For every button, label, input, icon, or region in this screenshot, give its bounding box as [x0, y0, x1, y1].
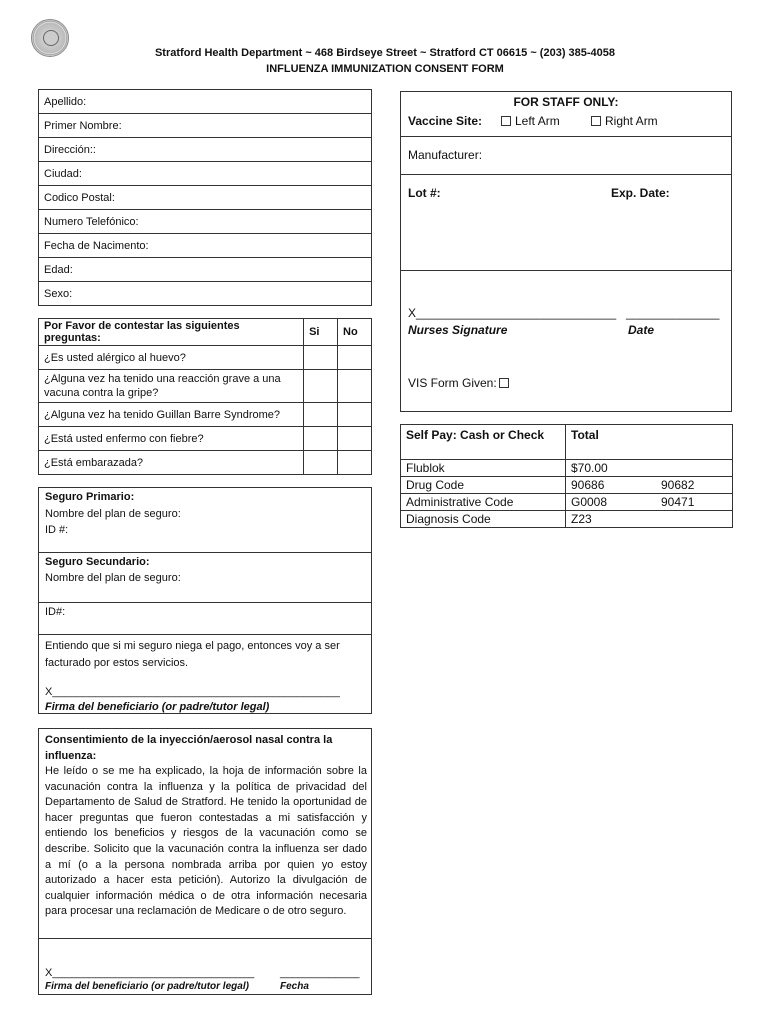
left-arm-option[interactable]	[499, 114, 560, 128]
secondary-plan-label[interactable]: Nombre del plan de seguro:	[45, 572, 181, 584]
question-text: ¿Está embarazada?	[39, 451, 304, 475]
divider	[39, 634, 371, 635]
consent-body: He leído o se me ha explicado, la hoja de información sobre la vacunación contra la influenza y la política de privacidad del Departamento de Salud de Stratford. He tenido la oportunidad de hacer preguntas que fueron contestadas a mi satisfacción y entiendo los beneficios y riesgos de la vacunación como se describe. Solicito que la vacunación contra la influenza ser dado a mí (o a la persona nombrada arriba por quien yo estoy autorizado a hacer esta petición). Autorizo la divulgación de cualquier información médica o de otra información necesaria para procesar una reclamación de Medicare o de otro seguro.	[45, 765, 367, 918]
si-header: Si	[304, 319, 338, 346]
billing-label: Administrative Code	[401, 494, 566, 511]
self-pay-header: Self Pay: Cash or Check	[401, 425, 566, 460]
staff-title: FOR STAFF ONLY:	[513, 95, 619, 109]
left-arm-label: Left Arm	[515, 114, 560, 128]
divider	[401, 136, 731, 137]
divider	[39, 602, 371, 603]
answer-si-cell[interactable]	[304, 403, 338, 427]
table-row	[39, 282, 372, 306]
divider	[39, 938, 371, 939]
nurse-date-line[interactable]: ______________	[626, 306, 720, 320]
billing-value-1: Z23	[566, 511, 657, 528]
table-row	[401, 511, 733, 528]
right-arm-label: Right Arm	[605, 114, 658, 128]
personal-field[interactable]: Edad:	[39, 258, 372, 282]
billing-table	[400, 424, 733, 528]
consent-date-line[interactable]: _____________	[280, 967, 360, 979]
billing-value-1: $70.00	[566, 460, 657, 477]
answer-si-cell[interactable]	[304, 427, 338, 451]
question-text: ¿Es usted alérgico al huevo?	[39, 346, 304, 370]
vaccine-site-label: Vaccine Site:	[408, 114, 483, 128]
staff-only-box	[400, 91, 732, 412]
billing-value-1: G0008	[566, 494, 657, 511]
table-row	[39, 186, 372, 210]
billing-value-2	[656, 511, 733, 528]
table-row	[39, 370, 372, 403]
vis-form-option[interactable]	[408, 376, 513, 390]
vis-form-label: VIS Form Given:	[408, 376, 497, 390]
answer-si-cell[interactable]	[304, 451, 338, 475]
personal-field[interactable]: Fecha de Nacimento:	[39, 234, 372, 258]
primary-plan-label[interactable]: Nombre del plan de seguro:	[45, 508, 181, 520]
table-row	[39, 162, 372, 186]
exp-date-label[interactable]: Exp. Date:	[611, 186, 670, 200]
question-text: ¿Alguna vez ha tenido Guillan Barre Syndrome?	[39, 403, 304, 427]
table-row	[39, 427, 372, 451]
checkbox-icon[interactable]	[499, 378, 509, 388]
table-row	[39, 403, 372, 427]
divider	[401, 270, 731, 271]
consent-title: Consentimiento de la inyección/aerosol nasal contra la influenza:	[45, 734, 333, 762]
billing-label: Flublok	[401, 460, 566, 477]
billing-label: Diagnosis Code	[401, 511, 566, 528]
insurance-signature-label: Firma del beneficiario (or padre/tutor legal)	[45, 701, 270, 713]
table-row	[39, 90, 372, 114]
form-title: INFLUENZA IMMUNIZATION CONSENT FORM	[266, 63, 504, 75]
total-header: Total	[566, 425, 733, 460]
answer-no-cell[interactable]	[338, 370, 372, 403]
no-header: No	[338, 319, 372, 346]
secondary-id-label[interactable]: ID#:	[45, 606, 66, 618]
header-line-1: Stratford Health Department ~ 468 Birdseye Street ~ Stratford CT 06615 ~ (203) 385-4058	[154, 47, 616, 59]
answer-no-cell[interactable]	[338, 346, 372, 370]
table-row	[39, 346, 372, 370]
table-row	[39, 451, 372, 475]
nurse-signature-line[interactable]: X______________________________	[408, 306, 617, 320]
answer-no-cell[interactable]	[338, 403, 372, 427]
table-row	[401, 494, 733, 511]
table-row	[39, 258, 372, 282]
secondary-insurance-title: Seguro Secundario:	[45, 556, 150, 568]
consent-date-label: Fecha	[280, 981, 309, 992]
personal-field[interactable]: Dirección::	[39, 138, 372, 162]
table-row	[39, 114, 372, 138]
right-arm-option[interactable]	[589, 114, 658, 128]
answer-no-cell[interactable]	[338, 427, 372, 451]
question-text: ¿Está usted enfermo con fiebre?	[39, 427, 304, 451]
table-row	[401, 460, 733, 477]
personal-field[interactable]: Codico Postal:	[39, 186, 372, 210]
consent-signature-label: Firma del beneficiario (or padre/tutor legal)	[45, 981, 249, 992]
divider	[401, 174, 731, 175]
nurse-date-label: Date	[628, 323, 655, 337]
questions-table	[38, 318, 372, 475]
divider	[39, 552, 371, 553]
personal-field[interactable]: Numero Telefónico:	[39, 210, 372, 234]
personal-field[interactable]: Primer Nombre:	[39, 114, 372, 138]
nurse-signature-label: Nurses Signature	[408, 323, 508, 337]
answer-no-cell[interactable]	[338, 451, 372, 475]
billing-value-2: 90471	[656, 494, 733, 511]
consent-signature-line[interactable]: X_________________________________	[45, 967, 255, 979]
table-row	[39, 210, 372, 234]
table-row	[39, 138, 372, 162]
billing-value-1: 90686	[566, 477, 657, 494]
answer-si-cell[interactable]	[304, 370, 338, 403]
personal-field[interactable]: Apellido:	[39, 90, 372, 114]
question-text: ¿Alguna vez ha tenido una reacción grave a una vacuna contra la gripe?	[39, 370, 304, 403]
manufacturer-label[interactable]: Manufacturer:	[408, 148, 483, 162]
billing-statement: Entiendo que si mi seguro niega el pago, entonces voy a ser facturado por estos servicios.	[45, 640, 340, 669]
lot-label[interactable]: Lot #:	[408, 186, 441, 200]
answer-si-cell[interactable]	[304, 346, 338, 370]
personal-field[interactable]: Ciudad:	[39, 162, 372, 186]
questions-header: Por Favor de contestar las siguientes preguntas:	[39, 319, 304, 346]
primary-insurance-title: Seguro Primario:	[45, 491, 135, 503]
insurance-signature-line[interactable]: X_______________________________________________	[45, 686, 340, 698]
personal-info-table	[38, 89, 372, 306]
insurance-box	[38, 487, 372, 714]
primary-id-label[interactable]: ID #:	[45, 524, 69, 536]
billing-value-2	[656, 460, 733, 477]
billing-label: Drug Code	[401, 477, 566, 494]
checkbox-icon[interactable]	[591, 116, 601, 126]
table-row	[39, 234, 372, 258]
table-row	[401, 477, 733, 494]
checkbox-icon[interactable]	[501, 116, 511, 126]
billing-value-2: 90682	[656, 477, 733, 494]
consent-box	[38, 728, 372, 995]
personal-field[interactable]: Sexo:	[39, 282, 372, 306]
